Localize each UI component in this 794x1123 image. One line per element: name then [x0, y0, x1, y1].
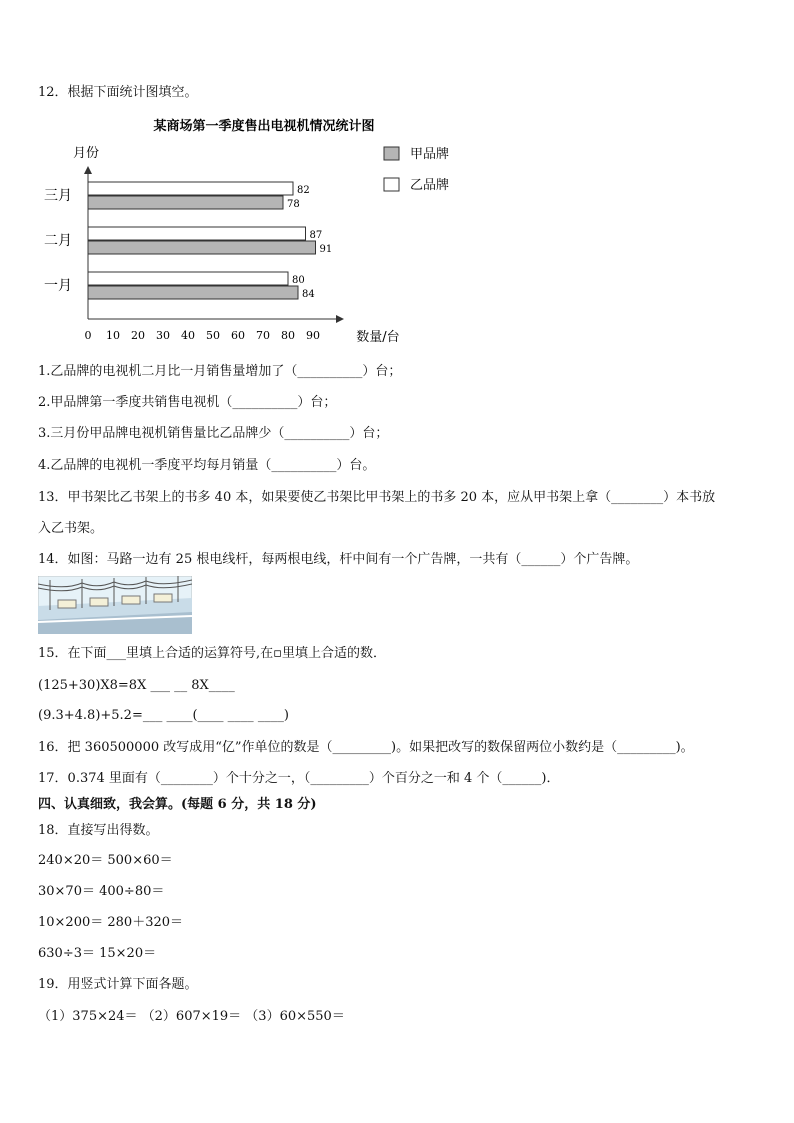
- q15-eq1: (125+30)X8=8X ___ __ 8X____: [38, 678, 235, 693]
- q12-sub3: 3.三月份甲品牌电视机销售量比乙品牌少（__________）台；: [38, 426, 389, 441]
- x-tick-label: 0: [84, 329, 92, 342]
- y-axis-arrow: [84, 166, 92, 174]
- x-tick-label: 80: [281, 329, 295, 342]
- q18-row2: 30×70＝ 400÷80＝: [38, 884, 165, 899]
- q12-prompt: 12．根据下面统计图填空。: [38, 85, 198, 100]
- q12-sub1: 1.乙品牌的电视机二月比一月销售量增加了（__________）台；: [38, 364, 402, 379]
- legend-swatch-jia: [384, 147, 399, 160]
- q13-line1: 13．甲书架比乙书架上的书多 40 本，如果要使乙书架比甲书架上的书多 20 本，应从甲书架上拿（________）本书放: [38, 490, 716, 505]
- bar-value-label: 80: [292, 275, 305, 286]
- x-tick-label: 90: [306, 329, 320, 342]
- bar-value-label: 78: [287, 199, 300, 210]
- y-category-label: 一月: [44, 278, 72, 294]
- x-tick-label: 50: [206, 329, 220, 342]
- q18-row4: 630÷3＝ 15×20＝: [38, 946, 157, 961]
- chart-title: 某商场第一季度售出电视机情况统计图: [153, 119, 375, 134]
- bar-value-label: 84: [302, 289, 315, 300]
- x-tick-label: 10: [106, 329, 120, 342]
- bar-yi-1: [88, 227, 306, 240]
- utility-poles-illustration: [38, 576, 192, 634]
- x-tick-label: 60: [231, 329, 245, 342]
- q16-text: 16．把 360500000 改写成用“亿”作单位的数是（_________)。如果把改写的数保留两位小数约是（_________)。: [38, 740, 694, 755]
- q15-eq2: (9.3+4.8)+5.2=___ ____(____ ____ ____): [38, 708, 289, 723]
- legend-label-yi: 乙品牌: [410, 178, 450, 193]
- q17-text: 17．0.374 里面有（________）个十分之一，（_________）个百分之一和 4 个（______)．: [38, 771, 560, 786]
- q18-row3: 10×200＝ 280＋320＝: [38, 915, 184, 930]
- y-category-label: 三月: [44, 188, 72, 204]
- q12-sub4: 4.乙品牌的电视机一季度平均每月销量（__________）台。: [38, 458, 376, 473]
- bar-jia-2: [88, 196, 283, 209]
- tv-sales-bar-chart: [38, 112, 468, 352]
- bar-yi-0: [88, 272, 288, 285]
- legend-label-jia: 甲品牌: [410, 147, 450, 162]
- q18-row1: 240×20＝ 500×60＝: [38, 853, 173, 868]
- bar-jia-1: [88, 241, 316, 254]
- chart-xlabel: 数量/台: [356, 330, 400, 345]
- x-tick-label: 70: [256, 329, 270, 342]
- q14-text: 14．如图：马路一边有 25 根电线杆，每两根电线，杆中间有一个广告牌，一共有（______）个广告牌。: [38, 552, 639, 567]
- bar-value-label: 87: [309, 230, 323, 241]
- q19-items: （1）375×24＝ （2）607×19＝ （3）60×550＝: [38, 1009, 345, 1024]
- x-axis-arrow: [336, 315, 344, 323]
- x-tick-label: 40: [181, 329, 195, 342]
- q12-sub2: 2.甲品牌第一季度共销售电视机（__________）台；: [38, 395, 337, 410]
- chart-ylabel: 月份: [72, 146, 100, 161]
- y-category-label: 二月: [44, 233, 72, 249]
- q18-prompt: 18．直接写出得数。: [38, 823, 159, 838]
- legend-swatch-yi: [384, 178, 399, 191]
- bar-value-label: 91: [319, 244, 333, 255]
- x-tick-label: 20: [131, 329, 145, 342]
- q15-prompt: 15．在下面___里填上合适的运算符号,在▫里填上合适的数．: [38, 646, 386, 661]
- section4-heading: 四、认真细致，我会算。(每题 6 分，共 18 分): [38, 797, 317, 812]
- q13-line2: 入乙书架。: [38, 521, 104, 536]
- bar-value-label: 82: [297, 185, 310, 196]
- x-tick-label: 30: [156, 329, 170, 342]
- bar-yi-2: [88, 182, 293, 195]
- q19-prompt: 19．用竖式计算下面各题。: [38, 977, 198, 992]
- bar-jia-0: [88, 286, 298, 299]
